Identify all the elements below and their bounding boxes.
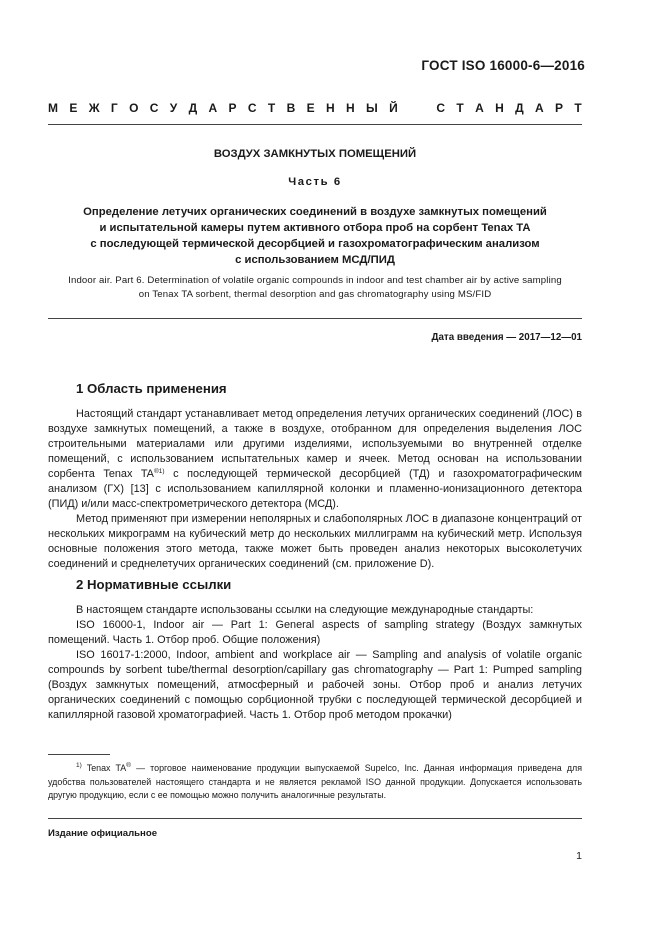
standard-title: ВОЗДУХ ЗАМКНУТЫХ ПОМЕЩЕНИЙ — [213, 148, 417, 160]
banner-letter: С — [247, 101, 257, 115]
english-subtitle-line: on Tenax TA sorbent, thermal desorption and gas chromatography using MS/FID — [138, 289, 492, 300]
introduction-date: Дата введения — 2017—12—01 — [431, 332, 582, 343]
footnote — [48, 762, 582, 803]
banner-letter: Т — [267, 101, 276, 115]
header-divider — [48, 124, 582, 125]
footnote-body: — торговое наименование продукции выпускаемой Supelco, Inc. Данная информация приведена для удобства пользователей настоящего стандарта и не является рекламой ISO данной продукции. Допускается использовать другую продукцию, если с ее помощью можно получить аналогичные результаты. — [48, 763, 582, 800]
paragraph-text: Настоящий стандарт устанавливает метод определения летучих органических соединений (ЛОС) в воздухе замкнутых помещений, а также в воздухе, отобранном для определения выделения ЛОС строительными материалами или другими изделиями, используемыми во внутренней отделке помещений, с использованием испытательных камер и ячеек. Метод основан на использовании сорбента Tenax TA — [48, 408, 582, 480]
section-2-paragraph: ISO 16000-1, Indoor air — Part 1: General aspects of sampling strategy (Воздух замкнутых помещений. Часть 1. Отбор проб. Общие положения) — [48, 619, 582, 646]
banner-letter: Т — [456, 101, 464, 115]
russian-subtitle-line: Определение летучих органических соединений в воздухе замкнутых помещений — [83, 206, 547, 218]
section-2-body — [48, 603, 582, 723]
footnote-brand: Tenax TA — [86, 763, 127, 773]
banner-letter: У — [169, 101, 178, 115]
page-number: 1 — [576, 850, 582, 862]
russian-subtitle-line: с использованием МСД/ПИД — [235, 254, 395, 266]
banner-letter: Н — [325, 101, 335, 115]
russian-subtitle — [48, 204, 582, 268]
section-2-heading: 2 Нормативные ссылки — [76, 577, 232, 592]
banner-letter: Е — [306, 101, 315, 115]
section-1-paragraph: Метод применяют при измерении неполярных и слабополярных ЛОС в диапазоне концентраций от нескольких микрограмм на кубический метр до нескольких миллиграмм на кубический метр. Используя основные положения этого метода, также может быть проведен анализ некоторых высоколетучих соединений и среднелетучих органических соединений (см. приложение D). — [48, 513, 582, 570]
banner-letter: Т — [574, 101, 582, 115]
banner-letter: Ж — [88, 101, 100, 115]
interstate-standard-banner — [48, 101, 582, 115]
section-1-heading: 1 Область применения — [76, 381, 227, 396]
section-1-body — [48, 407, 582, 572]
banner-letter: О — [129, 101, 139, 115]
registered-mark: ® — [126, 762, 131, 769]
russian-subtitle-line: с последующей термической десорбцией и газохроматографическим анализом — [90, 238, 540, 250]
banner-letter: С — [149, 101, 159, 115]
banner-letter: А — [475, 101, 484, 115]
official-edition-label: Издание официальное — [48, 828, 158, 839]
footnote-divider — [48, 754, 110, 755]
banner-letter: Р — [228, 101, 237, 115]
footnote-text — [48, 762, 582, 803]
banner-letter: Д — [188, 101, 198, 115]
banner-letter: Р — [555, 101, 564, 115]
english-subtitle — [48, 274, 582, 302]
gost-number: ГОСТ ISO 16000-6—2016 — [421, 58, 585, 73]
banner-letter: Н — [345, 101, 355, 115]
banner-word-gap — [409, 101, 425, 115]
banner-letter: Г — [110, 101, 118, 115]
english-subtitle-line: Indoor air. Part 6. Determination of volatile organic compounds in indoor and test chamber air by active sampling — [68, 275, 562, 286]
russian-subtitle-line: и испытательной камеры путем активного отбора проб на сорбент Tenax TA — [99, 222, 531, 234]
banner-letter: А — [535, 101, 544, 115]
section-2-paragraph: ISO 16017-1:2000, Indoor, ambient and workplace air — Sampling and analysis of volatile organic compounds by sorbent tube/thermal desorption/capillary gas chromatography — Part 1: Pumped sampling (Воздух замкнутых помещений, атмосферный и рабочей зоны. Отбор проб и анализ летучих органических соединений с помощью сорбционной трубки с последующей термической десорбцией и капиллярной газовой хроматографией. Часть 1. Отбор проб методом прокачки) — [48, 649, 582, 721]
banner-letter: М — [48, 101, 58, 115]
section-1-paragraph — [48, 407, 582, 512]
footnote-reference: ®1) — [153, 468, 165, 475]
banner-letter: А — [208, 101, 218, 115]
banner-letter: С — [436, 101, 446, 115]
part-label: Часть 6 — [288, 176, 342, 188]
title-divider — [48, 318, 582, 319]
banner-letter: Ы — [365, 101, 378, 115]
footnote-marker: 1) — [76, 762, 82, 769]
banner-letter: В — [286, 101, 296, 115]
banner-letter: Н — [495, 101, 504, 115]
footer-divider — [48, 818, 582, 819]
section-2-paragraph: В настоящем стандарте использованы ссылки на следующие международные стандарты: — [76, 604, 534, 616]
banner-letter: Й — [389, 101, 398, 115]
paragraph-text: с последующей термической десорбцией (ТД) и газохроматографическим анализом (ГХ) [13] с использованием капиллярной колонки и пламенно-ионизационного детектора (ПИД) и/или масс-спектрометрического детектора (МСД). — [48, 468, 583, 510]
banner-letter: Д — [515, 101, 524, 115]
banner-letter: Е — [69, 101, 78, 115]
